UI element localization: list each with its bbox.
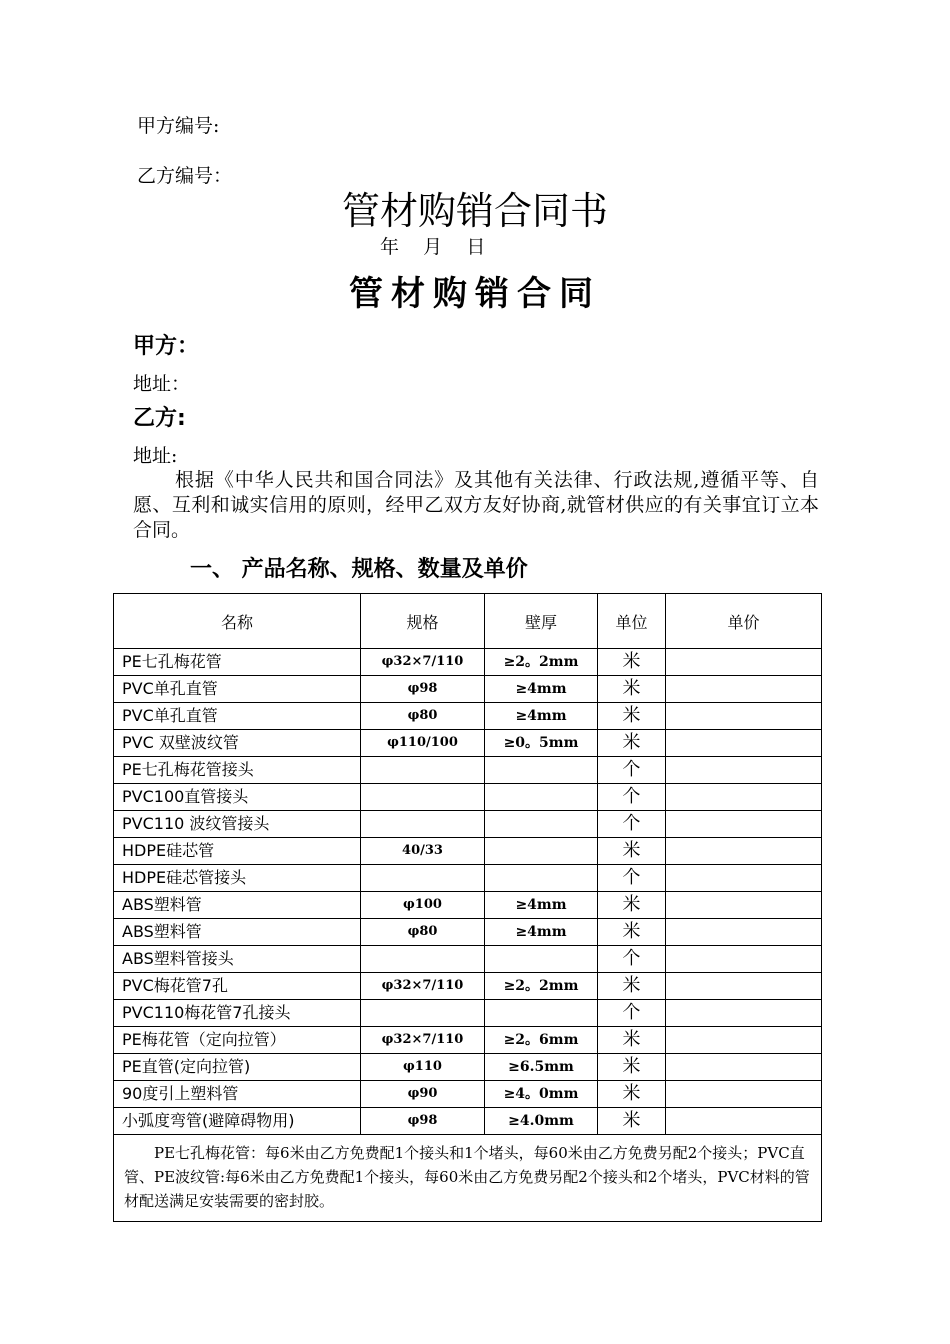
table-row — [114, 865, 822, 892]
row-unit-cell: 米 — [598, 703, 666, 730]
row-price-cell — [666, 1027, 822, 1054]
row-unit-cell: 米 — [598, 892, 666, 919]
row-price-cell — [666, 784, 822, 811]
row-unit-cell: 米 — [598, 649, 666, 676]
row-name-cell: PVC110 波纹管接头 — [114, 811, 361, 838]
row-name-cell: ABS塑料管 — [114, 919, 361, 946]
row-spec-cell: φ32×7/110 — [361, 973, 485, 1000]
row-spec-cell — [361, 946, 485, 973]
row-wall-cell: ≥0。5mm — [485, 730, 598, 757]
row-unit-cell: 米 — [598, 919, 666, 946]
table-row — [114, 838, 822, 865]
row-unit-cell: 个 — [598, 811, 666, 838]
row-spec-cell: φ80 — [361, 703, 485, 730]
row-name-cell: PE七孔梅花管接头 — [114, 757, 361, 784]
table-row — [114, 1054, 822, 1081]
row-name-cell: ABS塑料管接头 — [114, 946, 361, 973]
row-name-cell: HDPE硅芯管接头 — [114, 865, 361, 892]
row-price-cell — [666, 649, 822, 676]
table-row — [114, 649, 822, 676]
table-row — [114, 703, 822, 730]
party-a-number-label: 甲方编号: — [137, 115, 220, 137]
row-wall-cell — [485, 811, 598, 838]
party-b-address-label: 地址: — [133, 445, 178, 467]
row-wall-cell: ≥2。2mm — [485, 973, 598, 1000]
row-wall-cell — [485, 865, 598, 892]
row-unit-cell: 米 — [598, 1081, 666, 1108]
row-price-cell — [666, 1054, 822, 1081]
table-row — [114, 946, 822, 973]
row-unit-cell: 个 — [598, 784, 666, 811]
row-spec-cell: φ98 — [361, 676, 485, 703]
row-unit-cell: 米 — [598, 1027, 666, 1054]
table-row — [114, 784, 822, 811]
row-name-cell: PVC单孔直管 — [114, 676, 361, 703]
row-price-cell — [666, 892, 822, 919]
row-name-cell: HDPE硅芯管 — [114, 838, 361, 865]
row-unit-cell: 米 — [598, 730, 666, 757]
header-name: 名称 — [114, 594, 361, 649]
row-price-cell — [666, 757, 822, 784]
row-name-cell: PE直管(定向拉管) — [114, 1054, 361, 1081]
row-wall-cell — [485, 757, 598, 784]
row-price-cell — [666, 838, 822, 865]
row-spec-cell: φ32×7/110 — [361, 1027, 485, 1054]
row-price-cell — [666, 919, 822, 946]
row-unit-cell: 米 — [598, 1108, 666, 1135]
row-wall-cell: ≥4mm — [485, 703, 598, 730]
product-table — [113, 593, 822, 1222]
row-wall-cell: ≥4mm — [485, 919, 598, 946]
row-name-cell: PE七孔梅花管 — [114, 649, 361, 676]
section-1-title: 一、 产品名称、规格、数量及单价 — [190, 557, 528, 582]
table-note: PE七孔梅花管：每6米由乙方免费配1个接头和1个堵头，每60米由乙方免费另配2个接头；PVC直管、PE波纹管:每6米由乙方免费配1个接头，每60米由乙方免费另配2个接头和2个堵头，PVC材料的管材配送满足安装需要的密封胶。 — [114, 1135, 822, 1222]
row-spec-cell: φ100 — [361, 892, 485, 919]
row-spec-cell: φ110 — [361, 1054, 485, 1081]
row-unit-cell: 个 — [598, 1000, 666, 1027]
row-unit-cell: 个 — [598, 946, 666, 973]
party-a-label: 甲方： — [133, 334, 200, 359]
row-name-cell: PVC梅花管7孔 — [114, 973, 361, 1000]
row-spec-cell: φ110/100 — [361, 730, 485, 757]
row-name-cell: PVC 双壁波纹管 — [114, 730, 361, 757]
table-row — [114, 730, 822, 757]
row-name-cell: PVC单孔直管 — [114, 703, 361, 730]
row-spec-cell — [361, 1000, 485, 1027]
row-wall-cell — [485, 784, 598, 811]
row-name-cell: PVC110梅花管7孔接头 — [114, 1000, 361, 1027]
row-spec-cell — [361, 811, 485, 838]
table-row — [114, 676, 822, 703]
row-wall-cell — [485, 1000, 598, 1027]
row-price-cell — [666, 703, 822, 730]
row-unit-cell: 米 — [598, 1054, 666, 1081]
row-wall-cell: ≥4mm — [485, 892, 598, 919]
table-row — [114, 1027, 822, 1054]
row-price-cell — [666, 676, 822, 703]
date-line: 年 月 日 — [380, 236, 486, 258]
row-wall-cell: ≥2。6mm — [485, 1027, 598, 1054]
table-row — [114, 1108, 822, 1135]
row-price-cell — [666, 1081, 822, 1108]
note-row — [114, 1135, 822, 1222]
row-spec-cell — [361, 757, 485, 784]
row-spec-cell: φ32×7/110 — [361, 649, 485, 676]
row-wall-cell: ≥2。2mm — [485, 649, 598, 676]
row-spec-cell: φ90 — [361, 1081, 485, 1108]
document-title: 管材购销合同书 — [341, 189, 608, 233]
row-name-cell: 90度引上塑料管 — [114, 1081, 361, 1108]
row-spec-cell: φ80 — [361, 919, 485, 946]
party-b-number-label: 乙方编号： — [137, 165, 233, 187]
row-unit-cell: 米 — [598, 676, 666, 703]
table-header-row — [114, 594, 822, 649]
row-wall-cell — [485, 946, 598, 973]
table-row — [114, 811, 822, 838]
row-price-cell — [666, 1000, 822, 1027]
row-price-cell — [666, 730, 822, 757]
row-unit-cell: 米 — [598, 838, 666, 865]
table-row — [114, 919, 822, 946]
party-b-label: 乙方: — [133, 406, 186, 431]
row-wall-cell: ≥4.0mm — [485, 1108, 598, 1135]
intro-paragraph: 根据《中华人民共和国合同法》及其他有关法律、行政法规,遵循平等、自愿、互利和诚实信用的原则，经甲乙双方友好协商,就管材供应的有关事宜订立本合同。 — [133, 469, 819, 541]
header-spec: 规格 — [361, 594, 485, 649]
table-row — [114, 892, 822, 919]
table-row — [114, 1000, 822, 1027]
row-spec-cell: 40/33 — [361, 838, 485, 865]
row-wall-cell — [485, 838, 598, 865]
row-price-cell — [666, 1108, 822, 1135]
header-unit: 单位 — [598, 594, 666, 649]
table-row — [114, 1081, 822, 1108]
row-spec-cell — [361, 865, 485, 892]
row-spec-cell — [361, 784, 485, 811]
party-a-address-label: 地址： — [133, 373, 191, 395]
row-name-cell: 小弧度弯管(避障碍物用) — [114, 1108, 361, 1135]
row-unit-cell: 米 — [598, 973, 666, 1000]
row-unit-cell: 个 — [598, 865, 666, 892]
table-body — [114, 649, 822, 1135]
row-spec-cell: φ98 — [361, 1108, 485, 1135]
row-price-cell — [666, 973, 822, 1000]
header-price: 单价 — [666, 594, 822, 649]
row-wall-cell: ≥6.5mm — [485, 1054, 598, 1081]
row-name-cell: ABS塑料管 — [114, 892, 361, 919]
row-price-cell — [666, 811, 822, 838]
table-row — [114, 757, 822, 784]
row-name-cell: PVC100直管接头 — [114, 784, 361, 811]
row-wall-cell: ≥4mm — [485, 676, 598, 703]
row-name-cell: PE梅花管（定向拉管） — [114, 1027, 361, 1054]
row-unit-cell: 个 — [598, 757, 666, 784]
row-wall-cell: ≥4。0mm — [485, 1081, 598, 1108]
table-row — [114, 973, 822, 1000]
contract-heading: 管材购销合同 — [349, 274, 601, 314]
row-price-cell — [666, 865, 822, 892]
header-wall: 壁厚 — [485, 594, 598, 649]
row-price-cell — [666, 946, 822, 973]
